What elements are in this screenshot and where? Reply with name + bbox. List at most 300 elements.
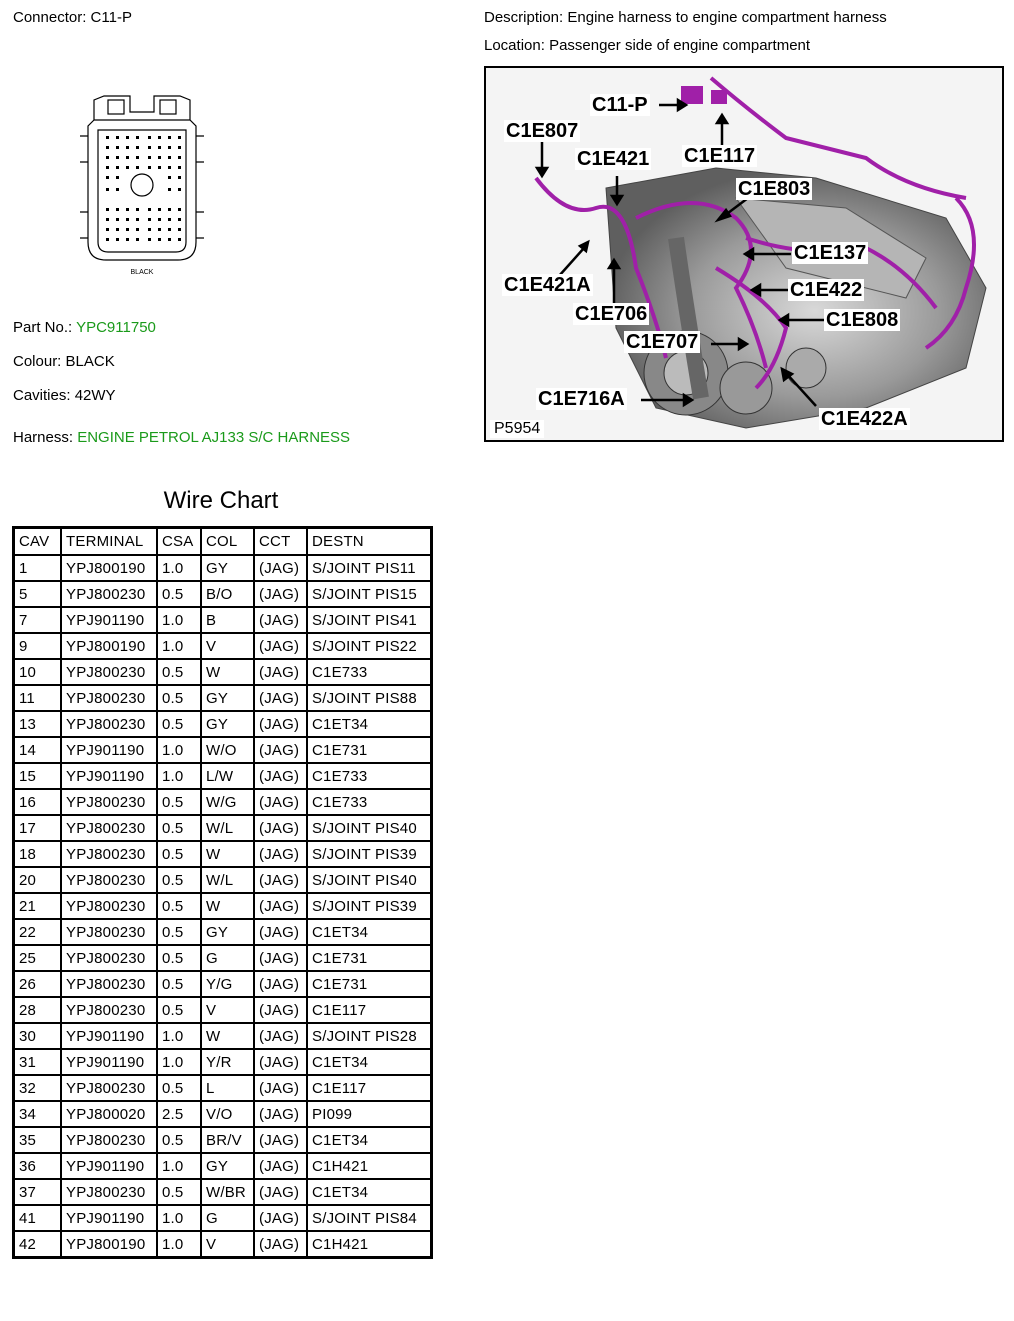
- cell-cct: (JAG): [254, 607, 307, 633]
- cell-csa: 0.5: [157, 581, 201, 607]
- cell-destn: C1ET34: [307, 711, 432, 737]
- cell-cav: 36: [14, 1153, 62, 1179]
- cavity-pin: [178, 156, 181, 159]
- cell-cct: (JAG): [254, 867, 307, 893]
- callout-c1e421: C1E421: [577, 148, 650, 170]
- cavity-pin: [116, 136, 119, 139]
- cavity-pin: [136, 208, 139, 211]
- cell-destn: S/JOINT PIS11: [307, 555, 432, 581]
- cell-terminal: YPJ800230: [61, 1075, 157, 1101]
- cell-col: GY: [201, 711, 254, 737]
- cell-col: B/O: [201, 581, 254, 607]
- cell-terminal: YPJ800230: [61, 581, 157, 607]
- cavity-pin: [148, 146, 151, 149]
- cell-terminal: YPJ800230: [61, 971, 157, 997]
- cavity-pin: [136, 156, 139, 159]
- header-terminal: TERMINAL: [61, 528, 157, 556]
- cell-destn: C1E733: [307, 789, 432, 815]
- table-row: [14, 763, 432, 789]
- cell-csa: 0.5: [157, 893, 201, 919]
- cavities-line: [13, 387, 116, 405]
- table-row: [14, 1205, 432, 1231]
- cell-destn: C1E117: [307, 1075, 432, 1101]
- cavity-pin: [168, 218, 171, 221]
- cell-cct: (JAG): [254, 1179, 307, 1205]
- cell-cav: 28: [14, 997, 62, 1023]
- cell-col: BR/V: [201, 1127, 254, 1153]
- cell-col: GY: [201, 555, 254, 581]
- cell-cav: 26: [14, 971, 62, 997]
- cell-cct: (JAG): [254, 1023, 307, 1049]
- cell-terminal: YPJ800230: [61, 867, 157, 893]
- cavity-pin: [158, 228, 161, 231]
- callout-c1e706: C1E706: [575, 303, 648, 325]
- cell-terminal: YPJ800190: [61, 1231, 157, 1258]
- cavity-pin: [116, 208, 119, 211]
- cell-cav: 25: [14, 945, 62, 971]
- cavity-pin: [106, 136, 109, 139]
- cavity-pin: [168, 228, 171, 231]
- cell-col: W/L: [201, 867, 254, 893]
- table-row: [14, 581, 432, 607]
- cavity-pin: [158, 238, 161, 241]
- cell-cav: 9: [14, 633, 62, 659]
- cavity-pin: [126, 218, 129, 221]
- cell-cav: 14: [14, 737, 62, 763]
- cell-csa: 2.5: [157, 1101, 201, 1127]
- table-row: [14, 919, 432, 945]
- cavity-pin: [178, 208, 181, 211]
- cell-terminal: YPJ800230: [61, 945, 157, 971]
- cell-terminal: YPJ800230: [61, 919, 157, 945]
- cell-destn: S/JOINT PIS40: [307, 815, 432, 841]
- cavity-pin: [106, 238, 109, 241]
- cell-csa: 0.5: [157, 1075, 201, 1101]
- cell-cav: 35: [14, 1127, 62, 1153]
- cell-csa: 1.0: [157, 1205, 201, 1231]
- cell-col: W/O: [201, 737, 254, 763]
- cell-cav: 11: [14, 685, 62, 711]
- description-label: Description:: [484, 9, 564, 26]
- table-row: [14, 815, 432, 841]
- cell-cct: (JAG): [254, 555, 307, 581]
- cell-terminal: YPJ800230: [61, 789, 157, 815]
- cell-terminal: YPJ901190: [61, 607, 157, 633]
- cavity-pin: [178, 228, 181, 231]
- table-row: [14, 1101, 432, 1127]
- cell-col: W: [201, 659, 254, 685]
- table-row: [14, 607, 432, 633]
- cavity-pin: [116, 188, 119, 191]
- connector-line: [13, 9, 132, 27]
- cavity-pin: [178, 176, 181, 179]
- cavity-pin: [168, 176, 171, 179]
- cavity-pin: [106, 208, 109, 211]
- cavity-pin: [148, 166, 151, 169]
- cell-cav: 34: [14, 1101, 62, 1127]
- cavity-pin: [116, 238, 119, 241]
- cell-csa: 0.5: [157, 685, 201, 711]
- cell-destn: S/JOINT PIS88: [307, 685, 432, 711]
- cell-terminal: YPJ901190: [61, 1049, 157, 1075]
- cavity-pin: [136, 238, 139, 241]
- cell-cav: 10: [14, 659, 62, 685]
- cell-cct: (JAG): [254, 581, 307, 607]
- cell-cav: 21: [14, 893, 62, 919]
- cavity-pin: [148, 156, 151, 159]
- cavity-pin: [106, 188, 109, 191]
- table-row: [14, 659, 432, 685]
- cavity-pin: [126, 228, 129, 231]
- header-csa: CSA: [157, 528, 201, 556]
- cavity-pin: [158, 208, 161, 211]
- cell-col: L/W: [201, 763, 254, 789]
- cell-col: GY: [201, 919, 254, 945]
- cell-cct: (JAG): [254, 997, 307, 1023]
- cell-destn: C1ET34: [307, 1127, 432, 1153]
- cell-terminal: YPJ901190: [61, 763, 157, 789]
- cell-cct: (JAG): [254, 789, 307, 815]
- table-row: [14, 1023, 432, 1049]
- cavity-pin: [106, 176, 109, 179]
- cell-terminal: YPJ800230: [61, 893, 157, 919]
- cavity-pin: [126, 238, 129, 241]
- cavity-pin: [148, 136, 151, 139]
- cell-csa: 1.0: [157, 633, 201, 659]
- cell-cav: 37: [14, 1179, 62, 1205]
- part-number-label: Part No.:: [13, 319, 73, 336]
- cell-cct: (JAG): [254, 1153, 307, 1179]
- location-value: Passenger side of engine compartment: [549, 37, 811, 54]
- cell-terminal: YPJ800190: [61, 633, 157, 659]
- cell-csa: 0.5: [157, 1179, 201, 1205]
- cell-col: Y/G: [201, 971, 254, 997]
- location-line: [484, 37, 810, 55]
- cell-cav: 22: [14, 919, 62, 945]
- cavity-pin: [136, 146, 139, 149]
- harness-label: Harness:: [13, 429, 74, 446]
- cell-cav: 13: [14, 711, 62, 737]
- cell-cct: (JAG): [254, 971, 307, 997]
- cavity-pin: [116, 228, 119, 231]
- cavity-pin: [136, 228, 139, 231]
- cavities-label: Cavities:: [13, 387, 71, 404]
- cell-col: W: [201, 893, 254, 919]
- cell-csa: 0.5: [157, 659, 201, 685]
- cavity-pin: [106, 156, 109, 159]
- connector-id: C11-P: [90, 9, 132, 26]
- connector-label: Connector:: [13, 9, 87, 26]
- cell-destn: S/JOINT PIS84: [307, 1205, 432, 1231]
- header-col: COL: [201, 528, 254, 556]
- cell-terminal: YPJ800230: [61, 1127, 157, 1153]
- callout-c11-p: C11-P: [592, 94, 648, 116]
- wire-chart-title: Wire Chart: [163, 487, 279, 514]
- colour-line: [13, 353, 115, 371]
- cell-destn: S/JOINT PIS40: [307, 867, 432, 893]
- cell-csa: 1.0: [157, 1049, 201, 1075]
- cavity-pin: [126, 208, 129, 211]
- cell-col: W/BR: [201, 1179, 254, 1205]
- cavity-pin: [136, 166, 139, 169]
- table-row: [14, 1153, 432, 1179]
- cavity-pin: [126, 156, 129, 159]
- cell-terminal: YPJ800230: [61, 711, 157, 737]
- cavity-pin: [126, 146, 129, 149]
- header-cct: CCT: [254, 528, 307, 556]
- cell-col: W/G: [201, 789, 254, 815]
- cell-destn: C1ET34: [307, 919, 432, 945]
- cell-cct: (JAG): [254, 1127, 307, 1153]
- cell-destn: C1ET34: [307, 1179, 432, 1205]
- part-number-line: [13, 319, 156, 337]
- cell-destn: C1E733: [307, 659, 432, 685]
- table-row: [14, 893, 432, 919]
- cell-cct: (JAG): [254, 1049, 307, 1075]
- cell-cct: (JAG): [254, 1075, 307, 1101]
- cell-cct: (JAG): [254, 815, 307, 841]
- cell-cct: (JAG): [254, 763, 307, 789]
- cavity-pin: [178, 218, 181, 221]
- cell-csa: 1.0: [157, 1153, 201, 1179]
- harness-line: [13, 429, 350, 447]
- cell-csa: 1.0: [157, 763, 201, 789]
- cell-col: W: [201, 1023, 254, 1049]
- cavity-pin: [148, 218, 151, 221]
- cavity-pin: [116, 166, 119, 169]
- cell-col: G: [201, 1205, 254, 1231]
- cell-cav: 42: [14, 1231, 62, 1258]
- cavity-pin: [116, 146, 119, 149]
- cell-terminal: YPJ800230: [61, 841, 157, 867]
- cell-cct: (JAG): [254, 945, 307, 971]
- table-row: [14, 971, 432, 997]
- cell-csa: 0.5: [157, 1127, 201, 1153]
- cell-destn: C1E731: [307, 945, 432, 971]
- cell-csa: 0.5: [157, 867, 201, 893]
- table-row: [14, 997, 432, 1023]
- cavity-pin: [148, 228, 151, 231]
- cell-col: GY: [201, 1153, 254, 1179]
- cell-cct: (JAG): [254, 919, 307, 945]
- colour-label: Colour:: [13, 353, 62, 370]
- table-row: [14, 685, 432, 711]
- cell-col: V/O: [201, 1101, 254, 1127]
- cell-col: V: [201, 997, 254, 1023]
- cavity-pin: [168, 166, 171, 169]
- cavity-pin: [116, 156, 119, 159]
- cavity-pin: [158, 156, 161, 159]
- cavity-pin: [106, 218, 109, 221]
- cell-cav: 17: [14, 815, 62, 841]
- table-row: [14, 1127, 432, 1153]
- cell-destn: C1H421: [307, 1231, 432, 1258]
- cell-cav: 15: [14, 763, 62, 789]
- cell-col: Y/R: [201, 1049, 254, 1075]
- cell-terminal: YPJ901190: [61, 1023, 157, 1049]
- cell-terminal: YPJ800230: [61, 659, 157, 685]
- cell-csa: 0.5: [157, 815, 201, 841]
- cell-cav: 18: [14, 841, 62, 867]
- header-destn: DESTN: [307, 528, 432, 556]
- cavity-pin: [168, 136, 171, 139]
- cell-destn: C1E117: [307, 997, 432, 1023]
- callout-c1e707: C1E707: [626, 331, 699, 353]
- cavity-pin: [168, 146, 171, 149]
- cell-cav: 7: [14, 607, 62, 633]
- table-row: [14, 841, 432, 867]
- cavity-pin: [168, 238, 171, 241]
- cavity-pin: [106, 146, 109, 149]
- table-row: [14, 633, 432, 659]
- cavity-pin: [116, 218, 119, 221]
- callout-c1e808: C1E808: [826, 309, 899, 331]
- cell-terminal: YPJ800020: [61, 1101, 157, 1127]
- cell-cct: (JAG): [254, 711, 307, 737]
- cell-cct: (JAG): [254, 841, 307, 867]
- cell-terminal: YPJ901190: [61, 1153, 157, 1179]
- table-row: [14, 711, 432, 737]
- cell-col: L: [201, 1075, 254, 1101]
- table-row: [14, 1231, 432, 1258]
- cell-col: B: [201, 607, 254, 633]
- callout-c1e803: C1E803: [738, 178, 811, 200]
- cell-csa: 0.5: [157, 971, 201, 997]
- table-row: [14, 737, 432, 763]
- cell-cct: (JAG): [254, 1101, 307, 1127]
- callout-c1e716a: C1E716A: [538, 388, 625, 410]
- cell-destn: C1H421: [307, 1153, 432, 1179]
- cell-terminal: YPJ800190: [61, 555, 157, 581]
- table-row: [14, 867, 432, 893]
- cell-terminal: YPJ800230: [61, 685, 157, 711]
- callout-c1e422a: C1E422A: [821, 408, 908, 430]
- cell-terminal: YPJ800230: [61, 1179, 157, 1205]
- cell-csa: 0.5: [157, 919, 201, 945]
- cell-destn: S/JOINT PIS39: [307, 893, 432, 919]
- callout-c1e807: C1E807: [506, 120, 579, 142]
- wire-chart-header-row: [14, 528, 432, 556]
- cell-col: W: [201, 841, 254, 867]
- cell-csa: 0.5: [157, 841, 201, 867]
- part-number-value: YPC911750: [76, 319, 156, 336]
- cell-csa: 1.0: [157, 1023, 201, 1049]
- cell-destn: S/JOINT PIS41: [307, 607, 432, 633]
- cell-csa: 1.0: [157, 555, 201, 581]
- colour-value: BLACK: [65, 353, 115, 370]
- cell-cav: 41: [14, 1205, 62, 1231]
- cavity-pin: [126, 166, 129, 169]
- cell-cav: 32: [14, 1075, 62, 1101]
- callout-c1e117: C1E117: [684, 145, 756, 167]
- cell-destn: S/JOINT PIS22: [307, 633, 432, 659]
- cell-csa: 1.0: [157, 737, 201, 763]
- cavity-pin: [158, 136, 161, 139]
- cell-cav: 31: [14, 1049, 62, 1075]
- cell-destn: C1E733: [307, 763, 432, 789]
- engine-location-image: [484, 66, 1004, 442]
- cell-destn: PI099: [307, 1101, 432, 1127]
- cavity-pin: [178, 238, 181, 241]
- cavity-pin: [158, 166, 161, 169]
- cavity-pin: [168, 156, 171, 159]
- table-row: [14, 555, 432, 581]
- cell-csa: 0.5: [157, 997, 201, 1023]
- cell-terminal: YPJ800230: [61, 997, 157, 1023]
- cell-col: V: [201, 633, 254, 659]
- description-line: [484, 9, 887, 27]
- cavities-value: 42WY: [74, 387, 116, 404]
- cavity-pin: [126, 136, 129, 139]
- cell-csa: 1.0: [157, 607, 201, 633]
- cell-cav: 20: [14, 867, 62, 893]
- cavity-pin: [106, 228, 109, 231]
- cell-csa: 0.5: [157, 945, 201, 971]
- location-label: Location:: [484, 37, 545, 54]
- cell-cav: 16: [14, 789, 62, 815]
- cell-cav: 1: [14, 555, 62, 581]
- cell-terminal: YPJ901190: [61, 1205, 157, 1231]
- table-row: [14, 1049, 432, 1075]
- cavity-pin: [158, 146, 161, 149]
- cavity-pin: [168, 208, 171, 211]
- photo-reference-id: P5954: [490, 420, 544, 438]
- cavity-pin: [148, 238, 151, 241]
- wire-chart-table: [12, 526, 433, 1259]
- table-row: [14, 1075, 432, 1101]
- cavity-pin: [178, 188, 181, 191]
- cell-cct: (JAG): [254, 685, 307, 711]
- callout-c1e422: C1E422: [790, 279, 863, 301]
- cell-destn: S/JOINT PIS28: [307, 1023, 432, 1049]
- cavity-pin: [116, 176, 119, 179]
- cell-cav: 5: [14, 581, 62, 607]
- table-row: [14, 789, 432, 815]
- table-row: [14, 945, 432, 971]
- cell-terminal: YPJ901190: [61, 737, 157, 763]
- cavity-pin: [136, 218, 139, 221]
- cell-cct: (JAG): [254, 659, 307, 685]
- cavity-pin: [178, 166, 181, 169]
- cell-destn: S/JOINT PIS15: [307, 581, 432, 607]
- connector-face-diagram: [68, 92, 216, 278]
- cell-cct: (JAG): [254, 633, 307, 659]
- cell-csa: 1.0: [157, 1231, 201, 1258]
- cell-destn: C1E731: [307, 971, 432, 997]
- cell-destn: S/JOINT PIS39: [307, 841, 432, 867]
- header-cav: CAV: [14, 528, 62, 556]
- cell-cav: 30: [14, 1023, 62, 1049]
- cell-col: G: [201, 945, 254, 971]
- connector-colour-mark: BLACK: [130, 269, 154, 276]
- callout-c1e137: C1E137: [794, 242, 867, 264]
- cell-destn: C1E731: [307, 737, 432, 763]
- cell-cct: (JAG): [254, 1205, 307, 1231]
- cavity-pin: [148, 208, 151, 211]
- cell-csa: 0.5: [157, 711, 201, 737]
- cell-col: V: [201, 1231, 254, 1258]
- harness-value: ENGINE PETROL AJ133 S/C HARNESS: [77, 429, 351, 446]
- cell-destn: C1ET34: [307, 1049, 432, 1075]
- cell-cct: (JAG): [254, 893, 307, 919]
- cell-col: W/L: [201, 815, 254, 841]
- cell-cct: (JAG): [254, 737, 307, 763]
- callout-c1e421a: C1E421A: [504, 274, 591, 296]
- cell-cct: (JAG): [254, 1231, 307, 1258]
- cavity-pin: [158, 218, 161, 221]
- description-value: Engine harness to engine compartment harness: [567, 9, 887, 26]
- cell-terminal: YPJ800230: [61, 815, 157, 841]
